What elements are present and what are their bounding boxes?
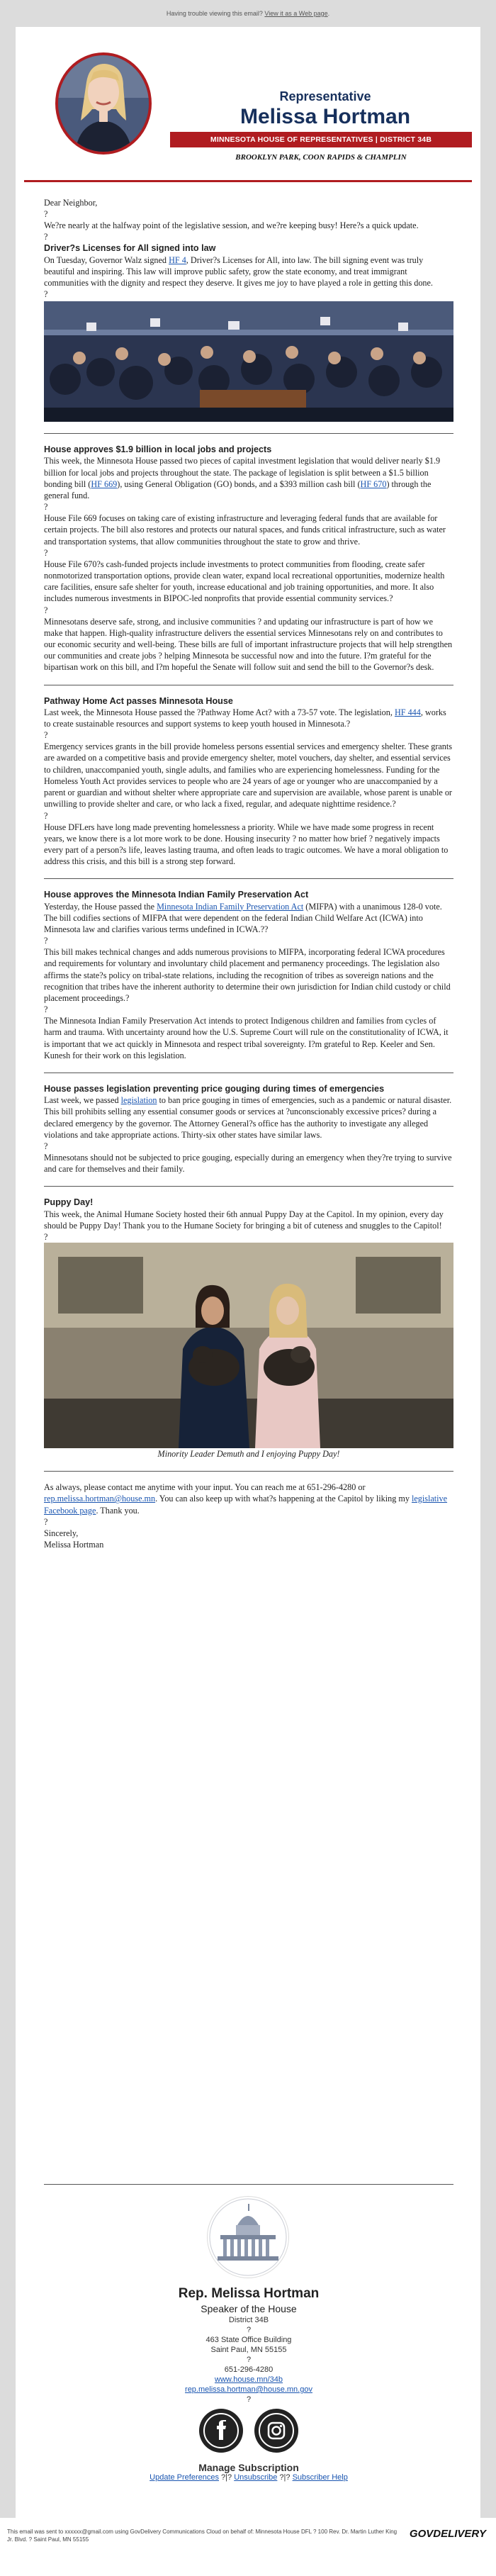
signature: Melissa Hortman: [44, 1540, 104, 1550]
pathway-paragraph-2: Emergency services grants in the bill provide homeless persons essential services and emergency shelter. These grants are awarded on a competitive basis and provide emergency shelter, motel vouchers, day shelter, and essential services to children, unaccompanied youth, single adults, and families who are experiencing homelessness. Funding for the Homeless Youth Act provides services to people who are 24 years of age or younger who are unaccompanied by a parent or guardian and without shelter where appropriate care and supervision are available, whose parent is unable or unwilling to provide shelter and care, or who lack a fixed, regular, and adequate nighttime residence.?: [44, 741, 453, 810]
view-online-bar: [0, 0, 496, 27]
instagram-icon[interactable]: [254, 2409, 298, 2453]
view-as-web-page-link[interactable]: View it as a Web page: [264, 10, 328, 17]
section-title-pathway-home: Pathway Home Act passes Minnesota House: [44, 695, 233, 706]
footer-contact: [44, 2285, 453, 2404]
sincerely: Sincerely,: [44, 1528, 79, 1538]
footer-website-link[interactable]: www.house.mn/34b: [215, 2375, 283, 2384]
view-online-prefix: Having trouble viewing this email?: [166, 10, 263, 17]
spacer-qmark: ?: [44, 209, 48, 220]
newsletter-content: [44, 197, 453, 1550]
unsubscribe-link[interactable]: Unsubscribe: [234, 2473, 278, 2482]
price-gouging-paragraph-2: Minnesotans should not be subjected to price gouging, especially during an emergency when they?re trying to survive and care for themselves and their family.: [44, 1152, 452, 1175]
section-title-price-gouging: House passes legislation preventing price gouging during times of emergencies: [44, 1083, 385, 1094]
header-divider: [24, 180, 472, 182]
representative-portrait: [55, 52, 152, 155]
price-gouging-legislation-link[interactable]: legislation: [120, 1095, 157, 1106]
spacer-qmark: ?: [44, 547, 48, 558]
salutation: Dear Neighbor,: [44, 198, 98, 208]
footer-address-1: 463 State Office Building: [205, 2336, 292, 2344]
mifpa-paragraph-2: This bill makes technical changes and adds numerous provisions to MIFPA, incorporating federal ICWA procedures and requirements for voluntary and involuntary child placement and permanency proceedings. The legislation also affirms the state?s policy on tribal-state relations, including the recognition of tribes as sovereign nations and the recognition that tribes have the inherent authority to determine their own jurisdiction for Indian child custody or child placement proceedings.?: [44, 947, 451, 1003]
spacer-qmark: ?: [44, 936, 48, 946]
social-links: [44, 2409, 453, 2453]
spacer-qmark: ?: [246, 2356, 252, 2364]
newsletter-header: [24, 35, 472, 187]
spacer-qmark: ?: [44, 1231, 48, 1242]
bonding-paragraph-3: House File 670?s cash-funded projects include investments to protect communities from flooding, create safer nonmotorized transportation options, provide clean water, expand local recreational opportunities, modernize health care facilities, ensure safe shelter for youth, increase educational and job training opportunities, and more. It also includes numerous investments in BIPOC-led nonprofits that provide essential community services.?: [44, 559, 445, 604]
drivers-licenses-paragraph: On Tuesday, Governor Walz signed HF 4, Driver?s Licenses for All, into law. The bill signing event was truly beautiful and inspiring. This law will improve public safety, grow the state economy, and treat immigrant communities with the dignity and respect they deserve. It gives me joy to have played a role in getting this done.: [44, 254, 433, 289]
facebook-page-link[interactable]: legislative Facebook page: [44, 1494, 448, 1516]
pathway-paragraph-1: Last week, the Minnesota House passed the ?Pathway Home Act? with a 73-57 vote. The legislation, HF 444, works to create sustainable resources and support systems to keep youth housed in Minnesota.?: [44, 707, 446, 729]
spacer-qmark: ?: [44, 1516, 48, 1527]
intro-paragraph: We?re nearly at the halfway point of the legislative session, and we?re keeping busy! Here?s a quick update.: [44, 220, 419, 231]
spacer-qmark: ?: [44, 810, 48, 821]
update-preferences-link[interactable]: Update Preferences: [150, 2473, 219, 2482]
section-divider: [44, 1471, 453, 1472]
spacer-qmark: ?: [44, 1004, 48, 1015]
footer-address-2: Saint Paul, MN 55155: [210, 2346, 287, 2354]
spacer-qmark: ?: [44, 232, 48, 242]
spacer-qmark: ?: [44, 502, 48, 513]
puppy-day-paragraph: This week, the Animal Humane Society hosted their 6th annual Puppy Day at the Capitol. In my opinion, every day should be Puppy Day! Thank you to the Humane Society for bringing a bit of cuteness and snuggles to the Capitol!: [44, 1209, 444, 1231]
footer-email-link[interactable]: rep.melissa.hortman@house.mn.gov: [185, 2385, 312, 2394]
spacer-qmark: ?: [44, 289, 48, 300]
closing-paragraph: As always, please contact me anytime with your input. You can reach me at 651-296-4280 or rep.melissa.hortman@house.mn. You can also keep up with what?s happening at the Capitol by liking my legislative Facebook page. Thank you.: [44, 1482, 448, 1516]
sent-to-notice: This email was sent to xxxxxx@gmail.com using GovDelivery Communications Cloud on behalf of: Minnesota House DFL ? 100 Rev. Dr. Martin Luther King Jr. Blvd. ? Saint Paul, MN 55155: [7, 2529, 398, 2543]
hf669-link[interactable]: HF 669: [91, 478, 118, 489]
section-divider: [44, 878, 453, 879]
section-title-drivers-licenses: Driver?s Licenses for All signed into law: [44, 243, 216, 254]
district-banner: MINNESOTA HOUSE OF REPRESENTATIVES | DISTRICT 34B: [170, 132, 472, 147]
puppy-day-caption: Minority Leader Demuth and I enjoying Puppy Day!: [157, 1448, 340, 1459]
spacer-qmark: ?: [44, 1141, 48, 1151]
section-divider: [44, 1186, 453, 1187]
spacer-qmark: ?: [246, 2326, 252, 2334]
price-gouging-paragraph-1: Last week, we passed legislation to ban price gouging in times of emergencies, such as a pandemic or natural disaster. This bill prohibits selling any essential consumer goods or services at ?unconscionably excessive prices? during a declared emergency by the governor. The Attorney General?s office has the authority to investigate any alleged violations and take appropriate actions. Thirty-six other states have similar laws.: [44, 1095, 452, 1140]
section-title-mifpa: House approves the Minnesota Indian Family Preservation Act: [44, 890, 309, 900]
hf670-link[interactable]: HF 670: [360, 478, 387, 489]
email-body: [16, 27, 480, 2518]
facebook-icon[interactable]: [199, 2409, 243, 2453]
bonding-paragraph-2: House File 669 focuses on taking care of existing infrastructure and leveraging federal funds that are available for certain projects. The bill also restores and protects our natural spaces, and funds critical infrastructure, such as water and transportation systems, that allow communities throughout the state to grow and thrive.: [44, 513, 446, 547]
section-title-puppy-day: Puppy Day!: [44, 1197, 94, 1208]
footer-name: Rep. Melissa Hortman: [178, 2286, 320, 2301]
spacer-qmark: ?: [44, 605, 48, 615]
view-online-suffix: .: [327, 10, 330, 17]
section-divider: [44, 433, 453, 434]
district-cities: BROOKLYN PARK, COON RAPIDS & CHAMPLIN: [235, 153, 407, 162]
govdelivery-footer: [0, 2518, 496, 2576]
mifpa-link[interactable]: Minnesota Indian Family Preservation Act: [157, 901, 304, 912]
representative-label: Representative: [279, 89, 371, 103]
mifpa-paragraph-1: Yesterday, the House passed the Minnesota Indian Family Preservation Act (MIFPA) with a unanimous 128-0 vote. The bill codifies sections of MIFPA that were dependent on the federal Indian Child Welfare Act (ICWA) into Minnesota law and clarifies various terms undefined in ICWA.??: [44, 901, 442, 934]
footer-title: Speaker of the House: [201, 2303, 297, 2314]
bonding-paragraph-4: Minnesotans deserve safe, strong, and inclusive communities ? and updating our infrastructure is part of how we make that happen. High-quality infrastructure delivers the essential services Minnesotans rely on and contributes to our economic security and well-being. These bills are full of important infrastructure projects that will help strengthen our communities and create jobs ? helping Minnesota be successful now and into the future. I?m grateful for the bipartisan work on this bill, and I?m hopeful the Senate will follow suit and send the bill to the Governor?s desk.: [44, 616, 453, 673]
footer-divider: [44, 2184, 453, 2185]
mifpa-paragraph-3: The Minnesota Indian Family Preservation Act intends to protect Indigenous children and families from cycles of harm and trauma. With uncertainty around how the U.S. Supreme Court will rule on the constitutionality of ICWA, it is important that we act quickly in Minnesota and respect tribal sovereignty. I?m grateful to Rep. Keeler and Sen. Kunesh for their work on this legislation.: [44, 1016, 449, 1060]
hf4-link[interactable]: HF 4: [169, 254, 186, 265]
pathway-paragraph-3: House DFLers have long made preventing homelessness a priority. While we have made some progress in recent years, we know there is a lot more work to be done. Housing insecurity ? no matter how brief ? negatively impacts every part of a person?s life, leaves lasting trauma, and often leads to tragic outcomes. We have a moral obligation to address this crisis, and this bill is a strong step forward.: [44, 822, 449, 867]
capitol-seal: [207, 2196, 289, 2278]
bonding-paragraph-1: This week, the Minnesota House passed two pieces of capital investment legislation that would deliver nearly $1.9 billion for local jobs and projects throughout the state. The package of legislation is split between a $1.5 billion bonding bill (HF 669), using General Obligation (GO) bonds, and a $393 million cash bill (HF 670) through the general fund.: [44, 456, 441, 501]
bill-signing-photo: [44, 301, 453, 422]
subscriber-help-link[interactable]: Subscriber Help: [292, 2473, 348, 2482]
footer-district: District 34B: [228, 2316, 269, 2324]
hf444-link[interactable]: HF 444: [394, 707, 421, 717]
section-title-bonding: House approves $1.9 billion in local jobs and projects: [44, 444, 272, 455]
puppy-day-photo: [44, 1243, 453, 1448]
govdelivery-logo[interactable]: GOVDELIVERY: [409, 2528, 486, 2540]
spacer-qmark: ?: [44, 730, 48, 741]
spacer-qmark: ?: [246, 2395, 252, 2404]
manage-subscription: Manage Subscription Update Preferences ?|? Unsubscribe ?|? Subscriber Help: [44, 2463, 453, 2482]
manage-subscription-title: Manage Subscription: [198, 2462, 299, 2473]
footer-phone: 651-296-4280: [224, 2365, 274, 2374]
representative-name: Melissa Hortman: [239, 105, 411, 128]
contact-email-link[interactable]: rep.melissa.hortman@house.mn: [44, 1494, 156, 1504]
